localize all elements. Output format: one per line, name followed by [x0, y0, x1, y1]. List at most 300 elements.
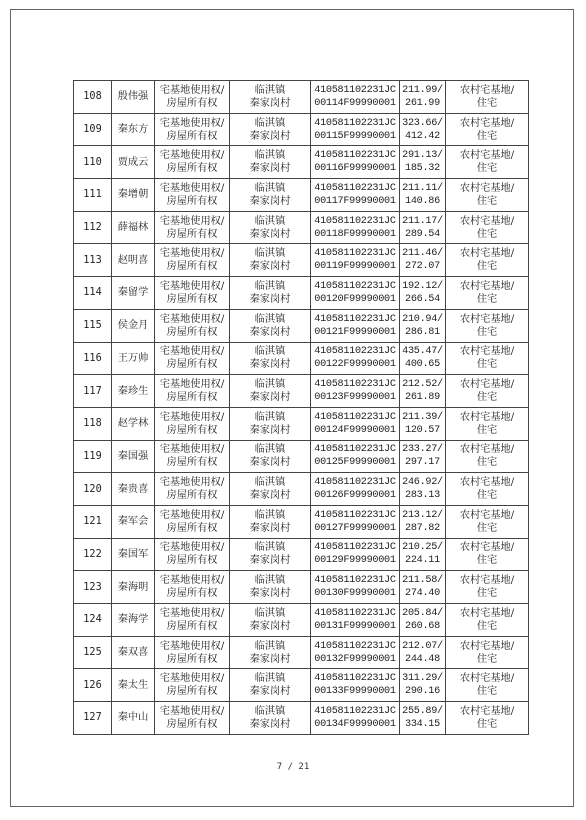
- unit-code-line: 410581102231JC: [314, 673, 396, 685]
- area-cell: [400, 277, 446, 310]
- location-line: 临淇镇: [254, 509, 286, 521]
- unit-code-cell: [311, 473, 400, 506]
- location-cell: [230, 669, 311, 702]
- usage-line: 住宅: [476, 588, 498, 600]
- location-line: 秦家岗村: [249, 522, 291, 534]
- right-type-line: 宅基地使用权/: [159, 313, 225, 325]
- location-cell: [230, 81, 311, 114]
- location-line: 临淇镇: [254, 575, 286, 587]
- right-type-line: 宅基地使用权/: [159, 379, 225, 391]
- unit-code-cell: [311, 113, 400, 146]
- unit-code-line: 00131F99990001: [314, 620, 396, 632]
- location-line: 临淇镇: [254, 673, 286, 685]
- usage-line: 住宅: [476, 195, 498, 207]
- area-line: 224.11: [405, 555, 440, 567]
- row-number-cell: 117: [74, 375, 112, 408]
- owner-name-cell: 秦东方: [112, 113, 155, 146]
- unit-code-line: 410581102231JC: [314, 313, 396, 325]
- location-cell: [230, 604, 311, 637]
- right-type-line: 房屋所有权: [166, 130, 218, 142]
- row-number-cell: 109: [74, 113, 112, 146]
- unit-code-line: 00129F99990001: [314, 555, 396, 567]
- location-line: 临淇镇: [254, 84, 286, 96]
- usage-cell: [446, 538, 529, 571]
- usage-line: 住宅: [476, 718, 498, 730]
- area-line: 289.54: [405, 228, 440, 240]
- usage-cell: [446, 375, 529, 408]
- right-type-cell: [155, 604, 230, 637]
- area-line: 287.82: [405, 522, 440, 534]
- location-line: 秦家岗村: [249, 490, 291, 502]
- location-line: 秦家岗村: [249, 718, 291, 730]
- right-type-cell: [155, 179, 230, 212]
- owner-name-cell: 秦增朝: [112, 179, 155, 212]
- unit-code-cell: [311, 309, 400, 342]
- usage-line: 农村宅基地/: [459, 542, 515, 554]
- location-cell: [230, 113, 311, 146]
- unit-code-line: 410581102231JC: [314, 542, 396, 554]
- right-type-cell: [155, 636, 230, 669]
- area-cell: [400, 571, 446, 604]
- unit-code-line: 410581102231JC: [314, 705, 396, 717]
- unit-code-line: 410581102231JC: [314, 411, 396, 423]
- area-line: 435.47/: [402, 346, 443, 358]
- unit-code-line: 410581102231JC: [314, 477, 396, 489]
- usage-cell: [446, 342, 529, 375]
- area-line: 211.39/: [402, 411, 443, 423]
- right-type-cell: [155, 702, 230, 735]
- row-number-cell: 118: [74, 407, 112, 440]
- area-line: 290.16: [405, 686, 440, 698]
- location-line: 秦家岗村: [249, 620, 291, 632]
- owner-name-cell: 秦太生: [112, 669, 155, 702]
- location-line: 秦家岗村: [249, 588, 291, 600]
- owner-name-cell: 秦海学: [112, 604, 155, 637]
- right-type-line: 宅基地使用权/: [159, 411, 225, 423]
- usage-line: 农村宅基地/: [459, 411, 515, 423]
- location-cell: [230, 211, 311, 244]
- row-number-cell: 114: [74, 277, 112, 310]
- right-type-line: 房屋所有权: [166, 392, 218, 404]
- unit-code-cell: [311, 636, 400, 669]
- location-line: 临淇镇: [254, 379, 286, 391]
- area-line: 210.94/: [402, 313, 443, 325]
- unit-code-line: 00114F99990001: [314, 97, 396, 109]
- area-line: 212.52/: [402, 379, 443, 391]
- usage-line: 住宅: [476, 457, 498, 469]
- owner-name-cell: 秦海明: [112, 571, 155, 604]
- owner-name-cell: 侯金月: [112, 309, 155, 342]
- location-line: 秦家岗村: [249, 392, 291, 404]
- area-line: 286.81: [405, 326, 440, 338]
- usage-cell: [446, 604, 529, 637]
- location-line: 临淇镇: [254, 117, 286, 129]
- usage-line: 农村宅基地/: [459, 575, 515, 587]
- area-cell: [400, 407, 446, 440]
- usage-cell: [446, 146, 529, 179]
- location-cell: [230, 538, 311, 571]
- usage-cell: [446, 702, 529, 735]
- area-line: 213.12/: [402, 509, 443, 521]
- right-type-cell: [155, 277, 230, 310]
- unit-code-cell: [311, 407, 400, 440]
- usage-cell: [446, 113, 529, 146]
- unit-code-cell: [311, 81, 400, 114]
- area-cell: [400, 505, 446, 538]
- unit-code-cell: [311, 375, 400, 408]
- owner-name-cell: 薛福林: [112, 211, 155, 244]
- registration-table-body: [74, 81, 529, 735]
- unit-code-line: 410581102231JC: [314, 215, 396, 227]
- right-type-line: 房屋所有权: [166, 293, 218, 305]
- location-line: 临淇镇: [254, 150, 286, 162]
- right-type-cell: [155, 309, 230, 342]
- area-cell: [400, 375, 446, 408]
- row-number-cell: 127: [74, 702, 112, 735]
- right-type-line: 宅基地使用权/: [159, 280, 225, 292]
- usage-line: 农村宅基地/: [459, 280, 515, 292]
- location-line: 临淇镇: [254, 444, 286, 456]
- unit-code-cell: [311, 244, 400, 277]
- usage-line: 住宅: [476, 130, 498, 142]
- owner-name-cell: 秦中山: [112, 702, 155, 735]
- usage-line: 农村宅基地/: [459, 248, 515, 260]
- table-row: [74, 179, 529, 212]
- area-line: 211.99/: [402, 84, 443, 96]
- owner-name-cell: 贾成云: [112, 146, 155, 179]
- right-type-line: 房屋所有权: [166, 555, 218, 567]
- unit-code-cell: [311, 538, 400, 571]
- usage-line: 农村宅基地/: [459, 84, 515, 96]
- location-line: 临淇镇: [254, 182, 286, 194]
- location-line: 临淇镇: [254, 705, 286, 717]
- row-number-cell: 119: [74, 440, 112, 473]
- area-line: 334.15: [405, 718, 440, 730]
- area-cell: [400, 179, 446, 212]
- right-type-line: 宅基地使用权/: [159, 477, 225, 489]
- right-type-cell: [155, 81, 230, 114]
- right-type-line: 房屋所有权: [166, 653, 218, 665]
- unit-code-line: 00127F99990001: [314, 522, 396, 534]
- table-row: [74, 113, 529, 146]
- usage-cell: [446, 571, 529, 604]
- row-number-cell: 125: [74, 636, 112, 669]
- usage-line: 住宅: [476, 326, 498, 338]
- unit-code-line: 00130F99990001: [314, 588, 396, 600]
- area-line: 311.29/: [402, 673, 443, 685]
- row-number-cell: 108: [74, 81, 112, 114]
- usage-cell: [446, 309, 529, 342]
- registration-table: [73, 80, 529, 735]
- area-line: 211.17/: [402, 215, 443, 227]
- area-line: 260.68: [405, 620, 440, 632]
- right-type-cell: [155, 440, 230, 473]
- area-line: 211.46/: [402, 248, 443, 260]
- usage-line: 住宅: [476, 424, 498, 436]
- location-line: 秦家岗村: [249, 261, 291, 273]
- right-type-line: 房屋所有权: [166, 261, 218, 273]
- right-type-cell: [155, 538, 230, 571]
- table-row: [74, 342, 529, 375]
- row-number-cell: 120: [74, 473, 112, 506]
- unit-code-cell: [311, 440, 400, 473]
- right-type-line: 宅基地使用权/: [159, 673, 225, 685]
- area-line: 291.13/: [402, 150, 443, 162]
- location-line: 临淇镇: [254, 640, 286, 652]
- usage-cell: [446, 244, 529, 277]
- right-type-line: 房屋所有权: [166, 424, 218, 436]
- location-line: 秦家岗村: [249, 457, 291, 469]
- location-line: 临淇镇: [254, 215, 286, 227]
- location-line: 秦家岗村: [249, 97, 291, 109]
- unit-code-line: 00121F99990001: [314, 326, 396, 338]
- unit-code-line: 410581102231JC: [314, 509, 396, 521]
- unit-code-cell: [311, 702, 400, 735]
- area-line: 272.07: [405, 261, 440, 273]
- area-line: 120.57: [405, 424, 440, 436]
- usage-cell: [446, 505, 529, 538]
- area-line: 255.89/: [402, 705, 443, 717]
- usage-cell: [446, 473, 529, 506]
- unit-code-cell: [311, 505, 400, 538]
- location-line: 秦家岗村: [249, 326, 291, 338]
- right-type-line: 房屋所有权: [166, 359, 218, 371]
- unit-code-cell: [311, 211, 400, 244]
- location-cell: [230, 342, 311, 375]
- location-line: 秦家岗村: [249, 163, 291, 175]
- table-row: [74, 702, 529, 735]
- unit-code-line: 410581102231JC: [314, 575, 396, 587]
- unit-code-line: 00120F99990001: [314, 293, 396, 305]
- area-cell: [400, 440, 446, 473]
- table-row: [74, 473, 529, 506]
- right-type-line: 房屋所有权: [166, 326, 218, 338]
- unit-code-line: 00132F99990001: [314, 653, 396, 665]
- unit-code-line: 410581102231JC: [314, 444, 396, 456]
- right-type-line: 房屋所有权: [166, 522, 218, 534]
- area-cell: [400, 244, 446, 277]
- location-cell: [230, 375, 311, 408]
- row-number-cell: 116: [74, 342, 112, 375]
- usage-line: 农村宅基地/: [459, 705, 515, 717]
- location-line: 临淇镇: [254, 280, 286, 292]
- usage-line: 农村宅基地/: [459, 313, 515, 325]
- right-type-line: 房屋所有权: [166, 490, 218, 502]
- location-line: 秦家岗村: [249, 653, 291, 665]
- unit-code-line: 00118F99990001: [314, 228, 396, 240]
- right-type-cell: [155, 669, 230, 702]
- location-line: 临淇镇: [254, 607, 286, 619]
- location-line: 临淇镇: [254, 542, 286, 554]
- unit-code-line: 410581102231JC: [314, 280, 396, 292]
- location-line: 临淇镇: [254, 248, 286, 260]
- owner-name-cell: 秦双喜: [112, 636, 155, 669]
- area-line: 233.27/: [402, 444, 443, 456]
- right-type-line: 房屋所有权: [166, 620, 218, 632]
- area-line: 211.11/: [402, 182, 443, 194]
- usage-line: 住宅: [476, 555, 498, 567]
- owner-name-cell: 秦军会: [112, 505, 155, 538]
- usage-cell: [446, 211, 529, 244]
- unit-code-line: 00122F99990001: [314, 359, 396, 371]
- location-line: 秦家岗村: [249, 424, 291, 436]
- right-type-line: 宅基地使用权/: [159, 117, 225, 129]
- right-type-cell: [155, 375, 230, 408]
- right-type-cell: [155, 211, 230, 244]
- location-cell: [230, 146, 311, 179]
- unit-code-line: 410581102231JC: [314, 346, 396, 358]
- usage-line: 农村宅基地/: [459, 477, 515, 489]
- unit-code-line: 00133F99990001: [314, 686, 396, 698]
- unit-code-line: 00134F99990001: [314, 718, 396, 730]
- owner-name-cell: 殷伟强: [112, 81, 155, 114]
- unit-code-line: 00124F99990001: [314, 424, 396, 436]
- location-line: 秦家岗村: [249, 686, 291, 698]
- right-type-line: 宅基地使用权/: [159, 607, 225, 619]
- usage-line: 农村宅基地/: [459, 182, 515, 194]
- table-row: [74, 669, 529, 702]
- location-line: 临淇镇: [254, 346, 286, 358]
- unit-code-line: 00126F99990001: [314, 490, 396, 502]
- usage-line: 住宅: [476, 620, 498, 632]
- row-number-cell: 123: [74, 571, 112, 604]
- area-line: 211.58/: [402, 575, 443, 587]
- right-type-line: 房屋所有权: [166, 163, 218, 175]
- unit-code-line: 00116F99990001: [314, 163, 396, 175]
- unit-code-line: 410581102231JC: [314, 248, 396, 260]
- table-row: [74, 604, 529, 637]
- usage-line: 住宅: [476, 261, 498, 273]
- area-cell: [400, 473, 446, 506]
- right-type-cell: [155, 146, 230, 179]
- location-cell: [230, 571, 311, 604]
- area-cell: [400, 342, 446, 375]
- usage-line: 住宅: [476, 686, 498, 698]
- usage-line: 住宅: [476, 522, 498, 534]
- location-line: 秦家岗村: [249, 130, 291, 142]
- location-line: 秦家岗村: [249, 293, 291, 305]
- area-cell: [400, 146, 446, 179]
- area-line: 261.89: [405, 392, 440, 404]
- unit-code-line: 410581102231JC: [314, 607, 396, 619]
- row-number-cell: 111: [74, 179, 112, 212]
- table-row: [74, 505, 529, 538]
- usage-cell: [446, 277, 529, 310]
- usage-line: 农村宅基地/: [459, 117, 515, 129]
- table-row: [74, 375, 529, 408]
- usage-line: 住宅: [476, 228, 498, 240]
- usage-cell: [446, 440, 529, 473]
- usage-line: 农村宅基地/: [459, 150, 515, 162]
- usage-line: 农村宅基地/: [459, 640, 515, 652]
- right-type-line: 宅基地使用权/: [159, 182, 225, 194]
- table-row: [74, 538, 529, 571]
- right-type-line: 房屋所有权: [166, 457, 218, 469]
- location-line: 秦家岗村: [249, 359, 291, 371]
- usage-line: 农村宅基地/: [459, 444, 515, 456]
- location-cell: [230, 702, 311, 735]
- table-row: [74, 309, 529, 342]
- location-line: 临淇镇: [254, 313, 286, 325]
- usage-line: 住宅: [476, 97, 498, 109]
- right-type-cell: [155, 113, 230, 146]
- right-type-cell: [155, 244, 230, 277]
- usage-line: 住宅: [476, 653, 498, 665]
- location-line: 临淇镇: [254, 477, 286, 489]
- right-type-line: 房屋所有权: [166, 195, 218, 207]
- area-line: 140.86: [405, 195, 440, 207]
- area-cell: [400, 636, 446, 669]
- usage-line: 农村宅基地/: [459, 607, 515, 619]
- area-line: 212.07/: [402, 640, 443, 652]
- usage-line: 住宅: [476, 163, 498, 175]
- unit-code-cell: [311, 669, 400, 702]
- location-cell: [230, 179, 311, 212]
- right-type-cell: [155, 505, 230, 538]
- row-number-cell: 112: [74, 211, 112, 244]
- table-row: [74, 211, 529, 244]
- right-type-line: 宅基地使用权/: [159, 705, 225, 717]
- table-row: [74, 407, 529, 440]
- right-type-line: 宅基地使用权/: [159, 150, 225, 162]
- row-number-cell: 113: [74, 244, 112, 277]
- unit-code-cell: [311, 342, 400, 375]
- unit-code-cell: [311, 179, 400, 212]
- usage-line: 农村宅基地/: [459, 215, 515, 227]
- table-row: [74, 440, 529, 473]
- unit-code-line: 00123F99990001: [314, 392, 396, 404]
- area-cell: [400, 604, 446, 637]
- table-row: [74, 244, 529, 277]
- owner-name-cell: 秦留学: [112, 277, 155, 310]
- area-line: 266.54: [405, 293, 440, 305]
- table-row: [74, 146, 529, 179]
- right-type-line: 宅基地使用权/: [159, 248, 225, 260]
- right-type-line: 宅基地使用权/: [159, 215, 225, 227]
- owner-name-cell: 秦国强: [112, 440, 155, 473]
- unit-code-line: 00125F99990001: [314, 457, 396, 469]
- page-number: 7 / 21: [276, 762, 310, 772]
- unit-code-line: 410581102231JC: [314, 117, 396, 129]
- area-cell: [400, 702, 446, 735]
- area-line: 297.17: [405, 457, 440, 469]
- unit-code-line: 410581102231JC: [314, 379, 396, 391]
- location-cell: [230, 636, 311, 669]
- location-cell: [230, 440, 311, 473]
- usage-line: 农村宅基地/: [459, 379, 515, 391]
- right-type-line: 宅基地使用权/: [159, 84, 225, 96]
- right-type-line: 房屋所有权: [166, 718, 218, 730]
- area-line: 192.12/: [402, 280, 443, 292]
- area-line: 283.13: [405, 490, 440, 502]
- unit-code-line: 00117F99990001: [314, 195, 396, 207]
- right-type-line: 宅基地使用权/: [159, 640, 225, 652]
- location-cell: [230, 277, 311, 310]
- owner-name-cell: 秦贵喜: [112, 473, 155, 506]
- usage-line: 农村宅基地/: [459, 346, 515, 358]
- right-type-line: 宅基地使用权/: [159, 542, 225, 554]
- right-type-cell: [155, 342, 230, 375]
- unit-code-line: 00119F99990001: [314, 261, 396, 273]
- unit-code-cell: [311, 277, 400, 310]
- owner-name-cell: 赵学林: [112, 407, 155, 440]
- area-cell: [400, 81, 446, 114]
- unit-code-line: 410581102231JC: [314, 150, 396, 162]
- area-line: 274.40: [405, 588, 440, 600]
- right-type-line: 宅基地使用权/: [159, 509, 225, 521]
- table-row: [74, 571, 529, 604]
- unit-code-cell: [311, 146, 400, 179]
